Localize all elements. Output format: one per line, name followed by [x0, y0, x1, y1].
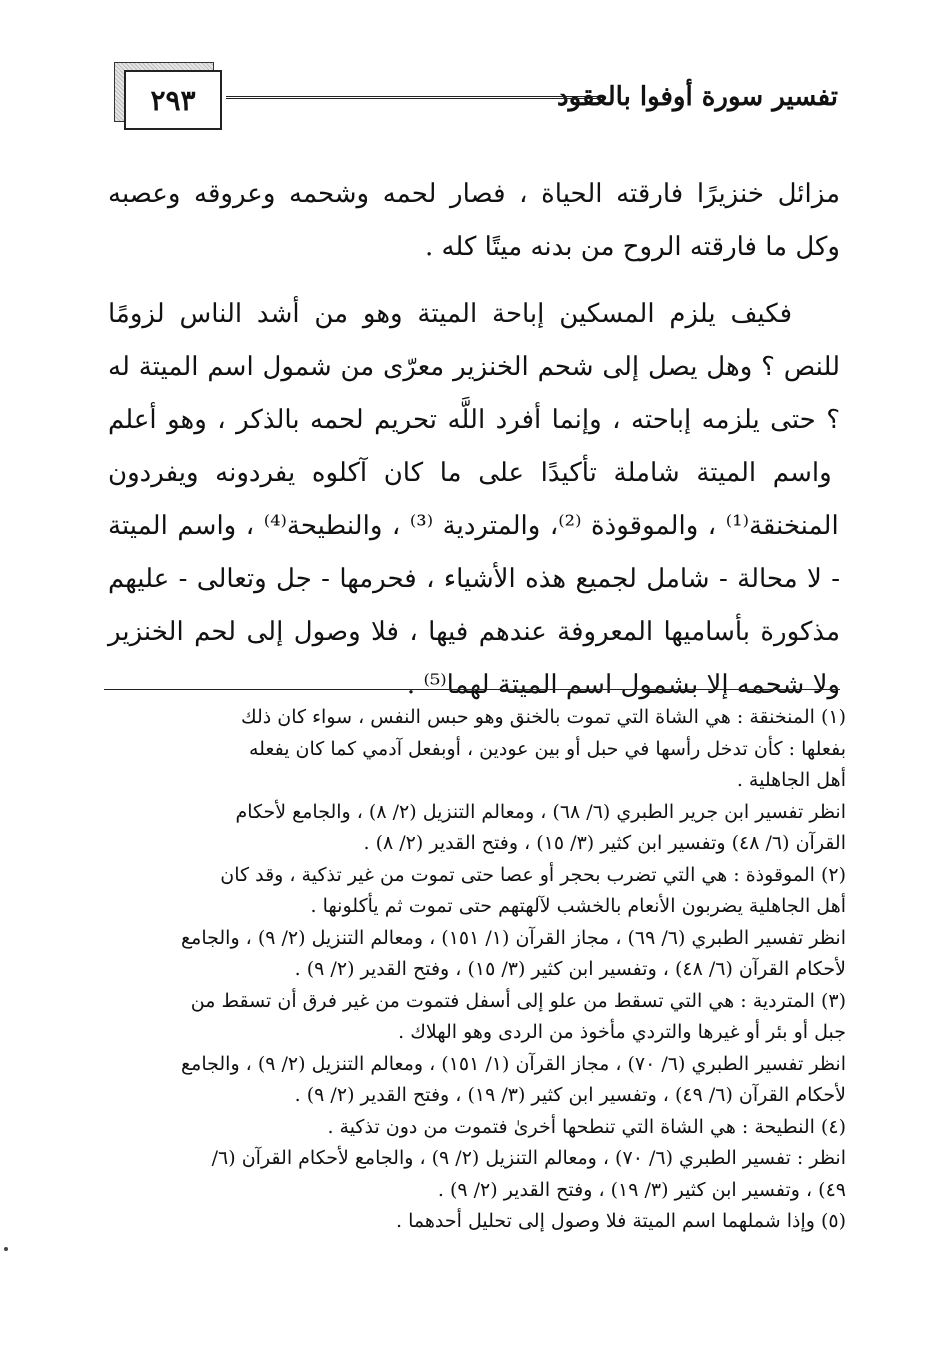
text-line: وهل يصل إلى شحم الخنزير معرّى من شمول اسم الميتة له ؟ حتى [108, 352, 841, 435]
footnote-4 [104, 1112, 846, 1207]
text-line: المنخنقة⁽¹⁾ ، والموقوذة ⁽²⁾، والمتردية ⁽³⁾ ، والنطيحة⁽⁴⁾ ، واسم الميتة [108, 511, 839, 541]
footnote-line: (٥) وإذا شملهما اسم الميتة فلا وصول إلى تحليل أحدهما . [396, 1210, 846, 1232]
footnote-separator [104, 689, 840, 690]
footnote-ref: انظر : تفسير الطبري (٦/ ٧٠) ، ومعالم التنزيل (٢/ ٩) ، والجامع لأحكام القرآن (٦/ [211, 1147, 846, 1169]
footnote-2 [104, 860, 846, 986]
footnote-ref: لأحكام القرآن (٦/ ٤٩) ، وتفسير ابن كثير (٣/ ١٩) ، وفتح القدير (٢/ ٩) . [294, 1084, 846, 1106]
footnote-ref: ٤٩) ، وتفسير ابن كثير (٣/ ١٩) ، وفتح القدير (٢/ ٩) . [437, 1178, 846, 1201]
footnote-3 [104, 986, 846, 1112]
running-header [108, 60, 838, 130]
text-line: فارقته الروح من بدنه ميتًا كله . [424, 232, 757, 262]
footnote-5 [104, 1206, 846, 1238]
footnote-line: بفعلها : كأن تدخل رأسها في حبل أو بين عودين ، أوبفعل آدمي كما كان يفعله [248, 737, 846, 760]
paragraph-2 [108, 288, 840, 712]
footnote-line: أهل الجاهلية يضربون الأنعام بالخشب لآلهتهم حتى تموت ثم يأكلونها . [310, 895, 846, 917]
paragraph-1 [108, 168, 840, 274]
text-line: الميتة شاملة تأكيدًا على ما كان آكلوه يفردونه ويفردون [108, 458, 757, 488]
text-line: - لا محالة - شامل لجميع هذه الأشياء ، فحرمها - جل وتعالى - [169, 564, 840, 594]
footnote-1 [104, 702, 846, 860]
footnote-line: أهل الجاهلية . [736, 769, 846, 791]
footnote-ref: انظر تفسير ابن جرير الطبري (٦/ ٦٨) ، ومعالم التنزيل (٢/ ٨) ، والجامع لأحكام [235, 800, 846, 823]
main-text [108, 168, 840, 712]
page-number: ٢٩٣ [124, 70, 222, 130]
footnote-line: (٢) الموقوذة : هي التي تضرب بحجر أو عصا حتى تموت من غير تذكية ، وقد كان [220, 863, 846, 886]
footnote-ref: انظر تفسير الطبري (٦/ ٦٩) ، مجاز القرآن (١/ ١٥١) ، ومعالم التنزيل (٢/ ٩) ، والجامع [181, 926, 846, 949]
text-line: الخنزير ولا شحمه إلا بشمول اسم الميتة لهما⁽⁵⁾ . [108, 617, 840, 700]
header-rule [226, 96, 598, 101]
text-line: عليهم مذكورة بأساميها المعروفة عندهم فيها ، فلا وصول إلى لحم [108, 564, 840, 647]
footnote-ref: انظر تفسير الطبري (٦/ ٧٠) ، مجاز القرآن (١/ ١٥١) ، ومعالم التنزيل (٢/ ٩) ، والجامع [181, 1052, 846, 1075]
footnote-line: (٣) المتردية : هي التي تسقط من علو إلى أسفل فتموت من غير فرق أن تسقط من [190, 989, 846, 1012]
footnote-ref: القرآن (٦/ ٤٨) وتفسير ابن كثير (٣/ ١٥) ، وفتح القدير (٢/ ٨) . [363, 832, 846, 854]
text-line: مزائل خنزيرًا فارقته الحياة ، فصار لحمه وشحمه وعروقه وعصبه وكل ما [108, 179, 840, 262]
footnotes [104, 702, 846, 1238]
footnote-line: جبل أو بئر أو غيرها والتردي مأخوذ من الردى وهو الهلاك . [398, 1021, 846, 1043]
footnote-line: (٤) النطيحة : هي الشاة التي تنطحها أخرىٰ فتموت من دون تذكية . [327, 1115, 846, 1138]
footnote-line: (١) المنخنقة : هي الشاة التي تموت بالخنق وهو حبس النفس ، سواء كان ذلك [240, 706, 846, 728]
text-line: فكيف يلزم المسكين إباحة الميتة وهو من أشد الناس لزومًا للنص ؟ [108, 299, 840, 382]
chapter-title: تفسير سورة أوفوا بالعقود [557, 82, 838, 112]
footnote-ref: لأحكام القرآن (٦/ ٤٨) ، وتفسير ابن كثير (٣/ ١٥) ، وفتح القدير (٢/ ٩) . [294, 958, 846, 980]
scan-speck [4, 1247, 8, 1251]
text-line: يلزمه إباحته ، وإنما أفرد اللَّه تحريم لحمه بالذكر ، وهو أعلم واسم [108, 405, 832, 488]
